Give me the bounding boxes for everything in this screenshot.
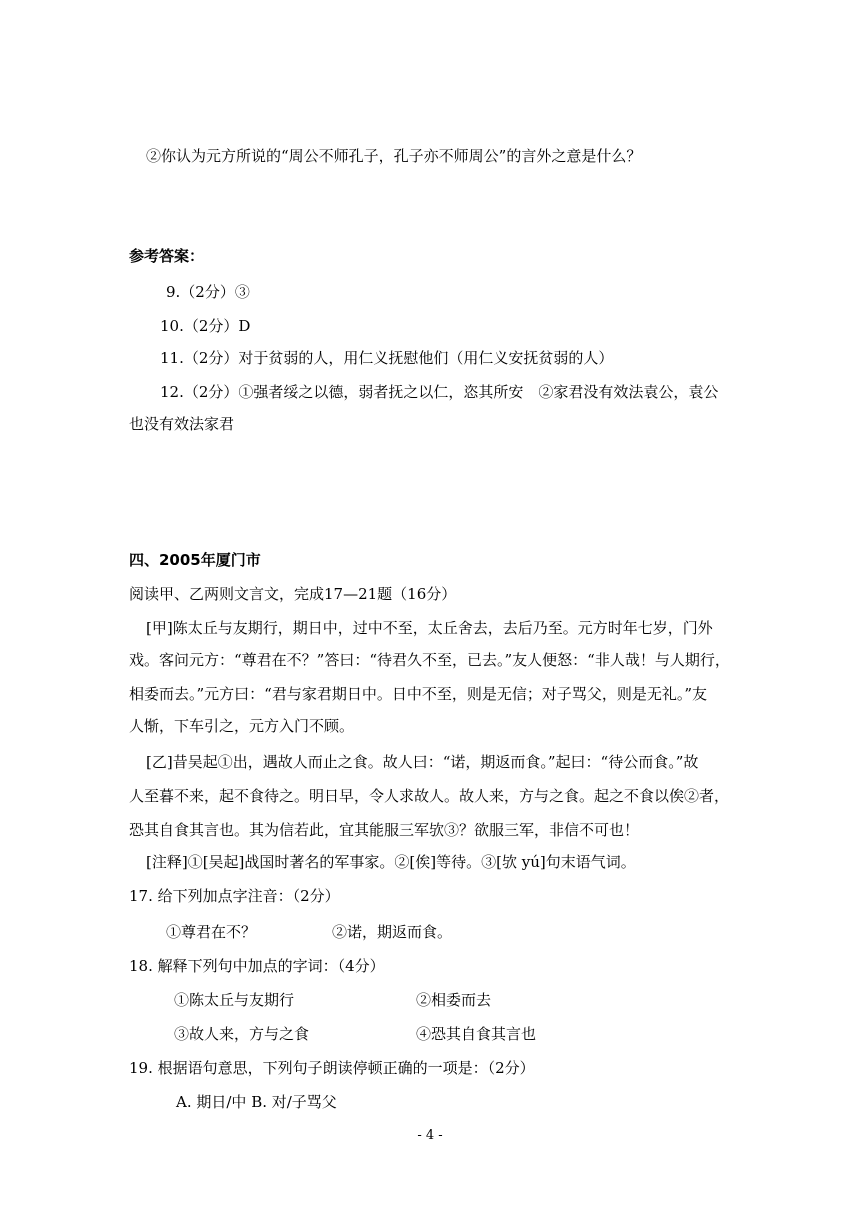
annotation-notes: [注释]①[吴起]战国时著名的军事家。②[俟]等待。③[欤 yú]句末语气词。 bbox=[146, 853, 636, 871]
passage-jia-line: [甲]陈太丘与友期行，期日中，过中不至，太丘舍去，去后乃至。元方时年七岁，门外 bbox=[146, 619, 713, 637]
answer-12-line-2: 也没有效法家君 bbox=[129, 415, 235, 433]
question-17-item-2: ②诺，期返而食。 bbox=[332, 923, 453, 941]
section-heading: 四、2005年厦门市 bbox=[129, 551, 261, 569]
question-18-item-1: ①陈太丘与友期行 bbox=[174, 991, 295, 1009]
passage-yi-line: [乙]昔吴起①出，遇故人而止之食。故人曰：“诺，期返而食。”起曰：“待公而食。”故 bbox=[146, 753, 699, 771]
question-12-part-2: ②你认为元方所说的“周公不师孔子，孔子亦不师周公”的言外之意是什么？ bbox=[146, 147, 642, 165]
question-18-stem: 18. 解释下列句中加点的字词：（4分） bbox=[129, 957, 385, 975]
reading-instruction: 阅读甲、乙两则文言文，完成17—21题（16分） bbox=[129, 585, 457, 603]
passage-jia-line: 相委而去。”元方曰：“君与家君期日中。日中不至，则是无信；对子骂父，则是无礼。”友 bbox=[129, 685, 708, 703]
page-number: - 4 - bbox=[417, 1128, 443, 1143]
answer-12-line-1: 12.（2分）①强者绥之以德，弱者抚之以仁，恣其所安 ②家君没有效法袁公，袁公 bbox=[160, 383, 719, 401]
question-17-stem: 17. 给下列加点字注音：（2分） bbox=[129, 887, 340, 905]
question-17-item-1: ①尊君在不？ bbox=[166, 923, 257, 941]
question-19-options: A. 期日/中 B. 对/子骂父 bbox=[176, 1093, 337, 1111]
question-18-item-4: ④恐其自食其言也 bbox=[416, 1025, 537, 1043]
passage-yi-line: 人至暮不来，起不食待之。明日早，令人求故人。故人来，方与之食。起之不食以俟②者， bbox=[129, 787, 730, 805]
answers-heading: 参考答案： bbox=[129, 247, 205, 265]
answer-9: 9.（2分）③ bbox=[166, 283, 250, 301]
passage-jia-line: 戏。客问元方：“尊君在不？”答曰：“待君久不至，已去。”友人便怒：“非人哉！与人期行， bbox=[129, 651, 730, 669]
question-18-item-3: ③故人来，方与之食 bbox=[174, 1025, 310, 1043]
question-18-item-2: ②相委而去 bbox=[416, 991, 492, 1009]
passage-yi-line: 恐其自食其言也。其为信若此，宜其能服三军欤③？欲服三军，非信不可也！ bbox=[129, 821, 640, 839]
question-19-stem: 19. 根据语句意思，下列句子朗读停顿正确的一项是：（2分） bbox=[129, 1059, 535, 1077]
passage-jia-line: 人惭，下车引之，元方入门不顾。 bbox=[129, 717, 355, 735]
answer-10: 10.（2分）D bbox=[160, 317, 251, 335]
answer-11: 11.（2分）对于贫弱的人，用仁义抚慰他们（用仁义安抚贫弱的人） bbox=[160, 349, 614, 367]
